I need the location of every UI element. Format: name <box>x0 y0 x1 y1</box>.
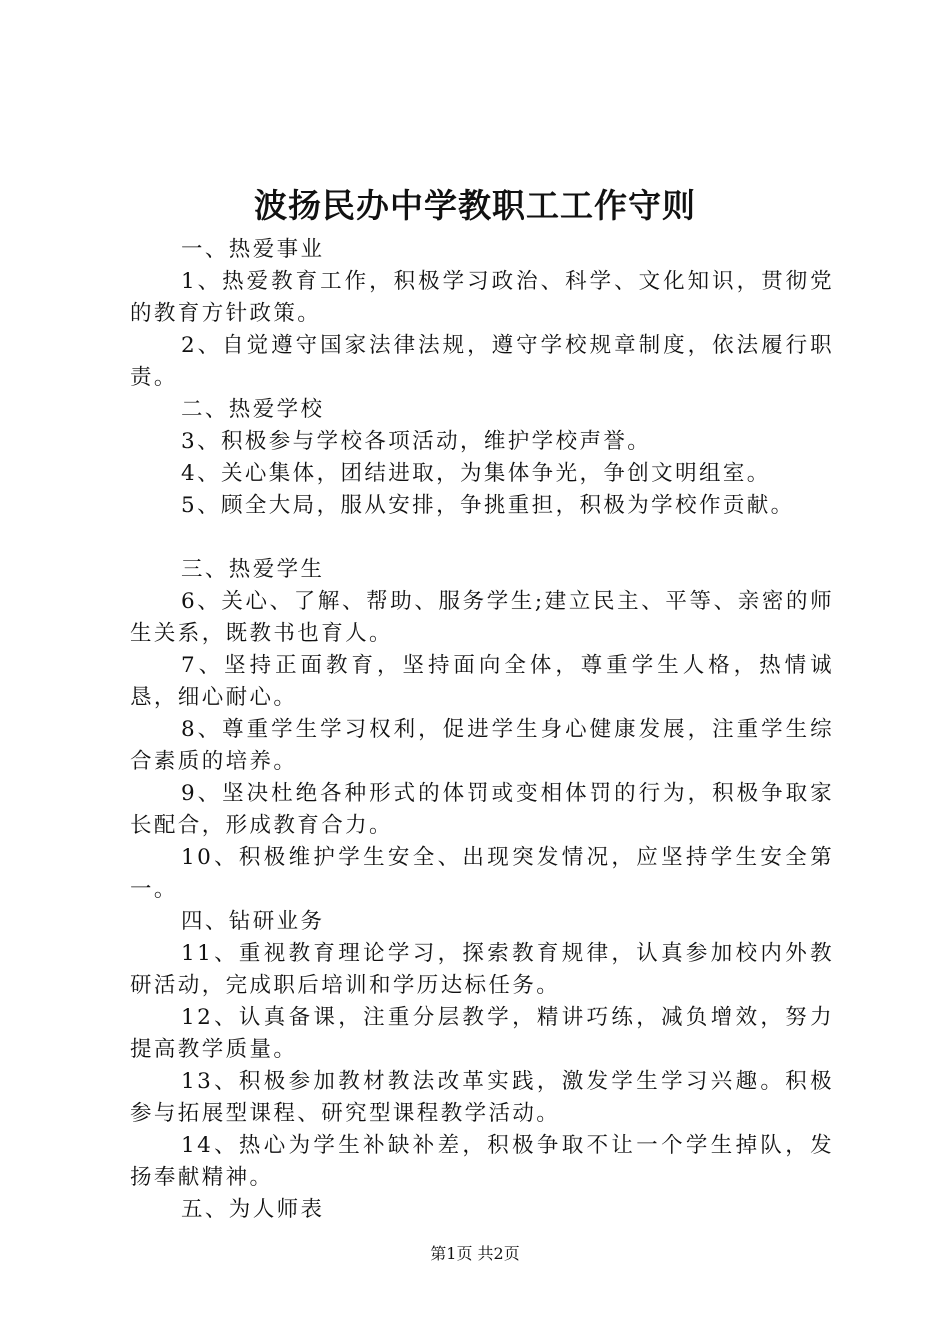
rule-item: 2、自觉遵守国家法律法规，遵守学校规章制度，依法履行职责。 <box>130 333 834 390</box>
rule-item: 12、认真备课，注重分层教学，精讲巧练，减负增效，努力提高教学质量。 <box>130 1005 834 1062</box>
section-heading: 三、热爱学生 <box>181 557 325 582</box>
rule-item: 7、坚持正面教育，坚持面向全体，尊重学生人格，热情诚恳，细心耐心。 <box>130 653 834 710</box>
section-heading: 四、钻研业务 <box>181 909 325 934</box>
rule-item: 11、重视教育理论学习，探索教育规律，认真参加校内外教研活动，完成职后培训和学历达标任务。 <box>130 941 834 998</box>
rule-item: 5、顾全大局，服从安排，争挑重担，积极为学校作贡献。 <box>181 493 795 518</box>
rule-item: 4、关心集体，团结进取，为集体争光，争创文明组室。 <box>181 461 771 486</box>
section-heading: 五、为人师表 <box>181 1197 325 1222</box>
rule-item: 6、关心、了解、帮助、服务学生;建立民主、平等、亲密的师生关系，既教书也育人。 <box>130 589 834 646</box>
page-number-footer: 第1页 共2页 <box>430 1244 520 1263</box>
rule-item: 13、积极参加教材教法改革实践，激发学生学习兴趣。积极参与拓展型课程、研究型课程教学活动。 <box>130 1069 834 1126</box>
rule-item: 14、热心为学生补缺补差，积极争取不让一个学生掉队，发扬奉献精神。 <box>130 1133 834 1190</box>
rule-item: 9、坚决杜绝各种形式的体罚或变相体罚的行为，积极争取家长配合，形成教育合力。 <box>130 781 834 838</box>
rule-item: 1、热爱教育工作，积极学习政治、科学、文化知识，贯彻党的教育方针政策。 <box>130 269 834 326</box>
rule-item: 3、积极参与学校各项活动，维护学校声誉。 <box>181 429 652 454</box>
rule-item: 10、积极维护学生安全、出现突发情况，应坚持学生安全第一。 <box>130 845 834 902</box>
document-body <box>130 234 834 1226</box>
blank-line <box>130 522 834 554</box>
rule-item: 8、尊重学生学习权利，促进学生身心健康发展，注重学生综合素质的培养。 <box>130 717 834 774</box>
document-title: 波扬民办中学教职工工作守则 <box>254 186 696 225</box>
section-heading: 二、热爱学校 <box>181 397 325 422</box>
section-heading: 一、热爱事业 <box>181 237 325 262</box>
